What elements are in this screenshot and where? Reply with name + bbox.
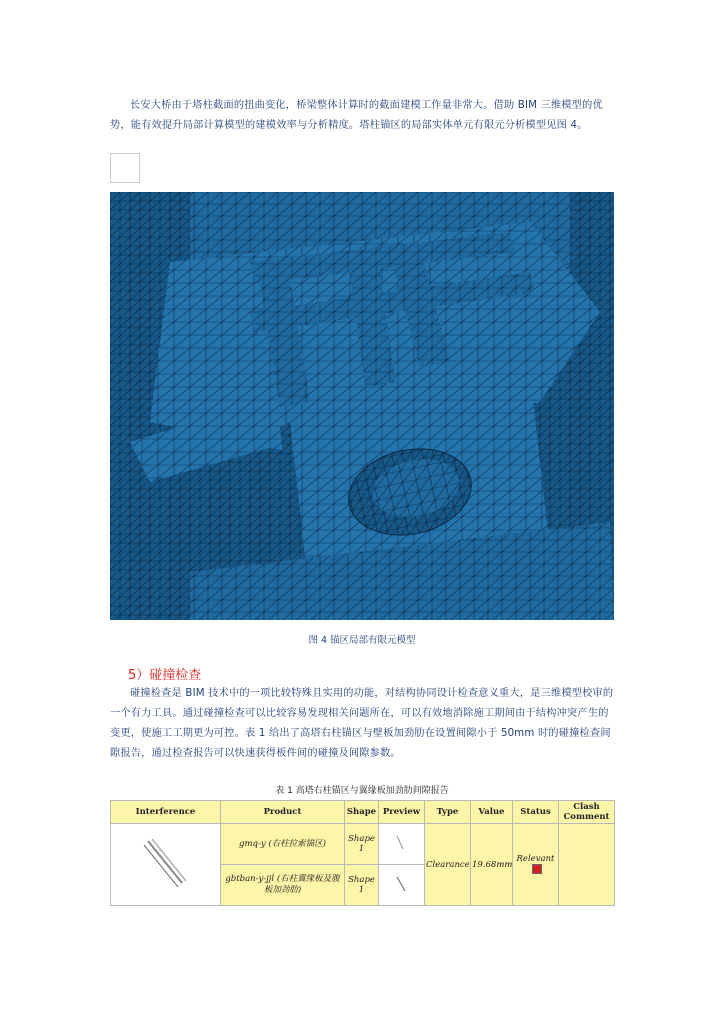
interference-thumbnail-cell (111, 824, 221, 906)
interference-thumbnail (136, 835, 196, 891)
table-caption: 表 1 高塔右柱锚区与翼缘板加劲肋间隙报告 (275, 786, 449, 796)
clash-check-paragraph (110, 684, 615, 764)
preview-cell-1 (379, 824, 425, 865)
type-cell: Clearance (425, 824, 471, 906)
preview-thumbnail-2 (387, 874, 417, 894)
fem-mesh-figure (110, 192, 614, 620)
figure-caption: 图 4 锚区局部有限元模型 (308, 635, 416, 646)
header-clash-comment: Clash Comment (559, 801, 615, 824)
header-type: Type (425, 801, 471, 824)
status-cell (513, 824, 559, 906)
preview-cell-2 (379, 865, 425, 906)
shape-cell-2: Shape 1 (345, 865, 379, 906)
header-interference: Interference (111, 801, 221, 824)
status-text: Relevant (516, 854, 555, 865)
shape-cell-1: Shape 1 (345, 824, 379, 865)
header-preview: Preview (379, 801, 425, 824)
intro-paragraph-text: 长安大桥由于塔柱截面的扭曲变化，桥梁整体计算时的截面建模工作量非常大。借助 BIM 三维模型的优势，能有效提升局部计算模型的建模效率与分析精度。塔柱锚区的局部实体单元有限元分析模型见图 4。 (110, 100, 603, 131)
intro-paragraph (110, 96, 615, 136)
header-value: Value (471, 801, 513, 824)
header-shape: Shape (345, 801, 379, 824)
status-flag-icon[interactable] (532, 864, 542, 874)
fem-mesh-image (110, 192, 614, 620)
preview-thumbnail-1 (387, 833, 417, 853)
clash-check-paragraph-text: 碰撞检查是 BIM 技术中的一项比较特殊且实用的功能，对结构协同设计检查意义重大，是三维模型校审的一个有力工具。通过碰撞检查可以比较容易发现相关问题所在，可以有效地消除施工期间由于结构冲突产生的变更，使施工工期更为可控。表 1 给出了高塔右柱锚区与壁板加劲肋在设置间隙小于 50mm 时的碰撞检查间隙报告，通过检查报告可以快速获得板件间的碰撞及间隙参数。 (110, 688, 614, 759)
value-cell: 19.68mm (471, 824, 513, 906)
product-cell-1: gmq-y (右柱拉索锚区) (221, 824, 345, 865)
header-status: Status (513, 801, 559, 824)
broken-image-placeholder (110, 153, 140, 183)
header-product: Product (221, 801, 345, 824)
section-heading: 5）碰撞检查 (128, 668, 202, 683)
clash-comment-cell[interactable] (559, 824, 615, 906)
product-cell-2: gbtban-y-jjl (右柱翼缘板及腹板加劲肋) (221, 865, 345, 906)
table-row (111, 824, 615, 865)
clearance-report-table (110, 800, 615, 906)
